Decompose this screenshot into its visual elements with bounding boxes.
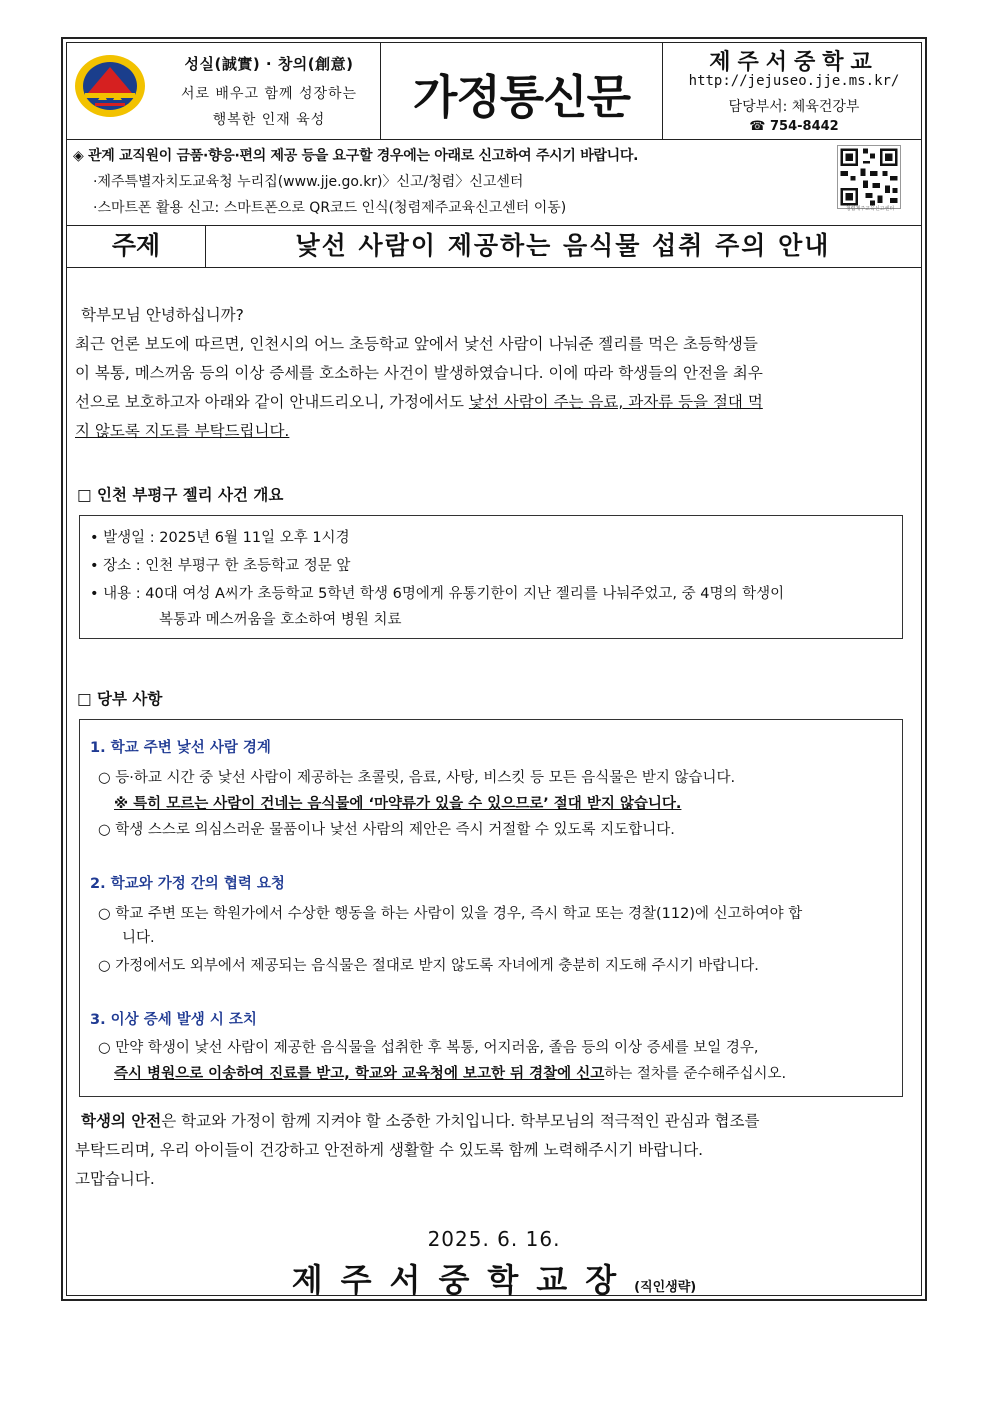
requests-box (79, 719, 903, 1097)
incident-content: • 내용 : 40대 여성 A씨가 초등학교 5학년 학생 6명에게 유통기한이 지난 젤리를 나눠주었고, 중 4명의 학생이 (90, 586, 785, 602)
motto-line3: 행복한 인재 육성 (212, 112, 326, 128)
principal-title: 제주서중학교장 (291, 1261, 635, 1299)
closing-line1 (81, 1107, 759, 1136)
request-1-title: 1. 학교 주변 낯선 사람 경계 (90, 740, 271, 756)
intro-line3-a: 선으로 보호하고자 아래와 같이 안내드리오니, 가정에서도 (75, 393, 469, 411)
header-school-cell (663, 43, 925, 139)
incident-place: • 장소 : 인천 부평구 한 초등학교 정문 앞 (90, 558, 351, 574)
closing-bold: 학생의 안전 (81, 1112, 162, 1130)
intro-line1: 최근 언론 보도에 따르면, 인천시의 어느 초등학교 앞에서 낯선 사람이 나눠준 젤리를 먹은 초등학생들 (75, 335, 758, 353)
incident-box (79, 515, 903, 639)
request-3-b-rest: 하는 절차를 준수해주십시오. (604, 1066, 787, 1082)
incident-content-cont: 복통과 메스꺼움을 호소하여 병원 치료 (159, 612, 402, 628)
request-2-a-cont: 니다. (122, 930, 155, 946)
request-1-warning: ※ 특히 모르는 사람이 건네는 음식물에 ‘마약류가 있을 수 있으므로’ 절대 받지 않습니다. (114, 796, 682, 812)
request-3-a: ○ 만약 학생이 낯선 사람이 제공한 음식물을 섭취한 후 복통, 어지러움, 졸음 등의 이상 증세를 보일 경우, (98, 1040, 759, 1056)
department: 담당부서: 체육건강부 (728, 99, 860, 115)
motto-line1: 성실(誠實) · 창의(創意) (184, 55, 354, 73)
principal-signature (67, 1255, 921, 1301)
request-1-a: ○ 등·하교 시간 중 낯선 사람이 제공하는 초콜릿, 음료, 사탕, 비스킷 등 모든 음식물은 받지 않습니다. (98, 770, 736, 786)
subject-row (67, 225, 921, 268)
incident-heading: □ 인천 부평구 젤리 사건 개요 (77, 486, 284, 504)
school-url[interactable]: http://jejuseo.jje.ms.kr/ (688, 73, 900, 89)
incident-date: • 발생일 : 2025년 6월 11일 오후 1시경 (90, 530, 350, 546)
issue-date: 2025. 6. 16. (427, 1227, 561, 1251)
request-3-b-underline: 즉시 병원으로 이송하여 진료를 받고, 학교와 교육청에 보고한 뒤 경찰에 신고 (114, 1066, 605, 1082)
qr-caption: 청렴제주교육신고센터 (845, 206, 895, 212)
header-table (67, 43, 921, 140)
school-name: 제주서중학교 (709, 50, 879, 75)
document-inner (66, 42, 922, 1299)
newsletter-title: 가정통신문 (412, 70, 631, 124)
request-3-title: 3. 이상 증세 발생 시 조치 (90, 1012, 257, 1028)
closing-line1-rest: 은 학교와 가정이 함께 지켜야 할 소중한 가치입니다. 학부모님의 적극적인 관심과 협조를 (161, 1112, 760, 1130)
subject-label: 주제 (67, 225, 206, 267)
report-smartphone: ·스마트폰 활용 신고: 스마트폰으로 QR코드 인식(청렴제주교육신고센터 이동) (93, 200, 567, 216)
intro-line2: 이 복통, 메스꺼움 등의 이상 증세를 호소하는 사건이 발생하였습니다. 이에 따라 학생들의 안전을 최우 (75, 364, 763, 382)
intro-greeting: 학부모님 안녕하십니까? (81, 306, 244, 324)
requests-heading: □ 당부 사항 (77, 690, 163, 708)
school-logo-icon (73, 53, 147, 119)
header-title-cell (381, 43, 663, 139)
request-1-c: ○ 학생 스스로 의심스러운 물품이나 낯선 사람의 제안은 즉시 거절할 수 있도록 지도합니다. (98, 822, 675, 838)
seal-omitted: (직인생략) (634, 1280, 697, 1295)
intro-line4: 지 않도록 지도를 부탁드립니다. (75, 422, 290, 440)
header-motto-cell (67, 43, 381, 139)
subject-title: 낯선 사람이 제공하는 음식물 섭취 주의 안내 (295, 231, 831, 260)
telephone: ☎ 754-8442 (749, 119, 839, 134)
request-3-b (114, 1062, 786, 1083)
report-section (67, 139, 921, 226)
request-2-title: 2. 학교와 가정 간의 협력 요청 (90, 876, 285, 892)
request-2-b: ○ 가정에서도 외부에서 제공되는 음식물은 절대로 받지 않도록 자녀에게 충분히 지도해 주시기 바랍니다. (98, 958, 759, 974)
report-notice: ◈ 관계 교직원이 금품·향응·편의 제공 등을 요구할 경우에는 아래로 신고하여 주시기 바랍니다. (73, 148, 639, 164)
intro-line3-underline: 낯선 사람이 주는 음료, 과자류 등을 절대 먹 (468, 393, 763, 411)
intro-line3 (75, 388, 763, 417)
motto-line2: 서로 배우고 함께 성장하는 (180, 86, 358, 102)
report-website: ·제주특별자치도교육청 누리집(www.jje.go.kr)〉신고/청렴〉신고센터 (93, 174, 524, 190)
closing-thanks: 고맙습니다. (75, 1170, 155, 1188)
document-frame (61, 37, 927, 1301)
qr-code-icon[interactable] (837, 145, 901, 209)
request-2-a: ○ 학교 주변 또는 학원가에서 수상한 행동을 하는 사람이 있을 경우, 즉시 학교 또는 경찰(112)에 신고하여야 합 (98, 906, 803, 922)
closing-line2: 부탁드리며, 우리 아이들이 건강하고 안전하게 생활할 수 있도록 함께 노력해주시기 바랍니다. (75, 1141, 704, 1159)
